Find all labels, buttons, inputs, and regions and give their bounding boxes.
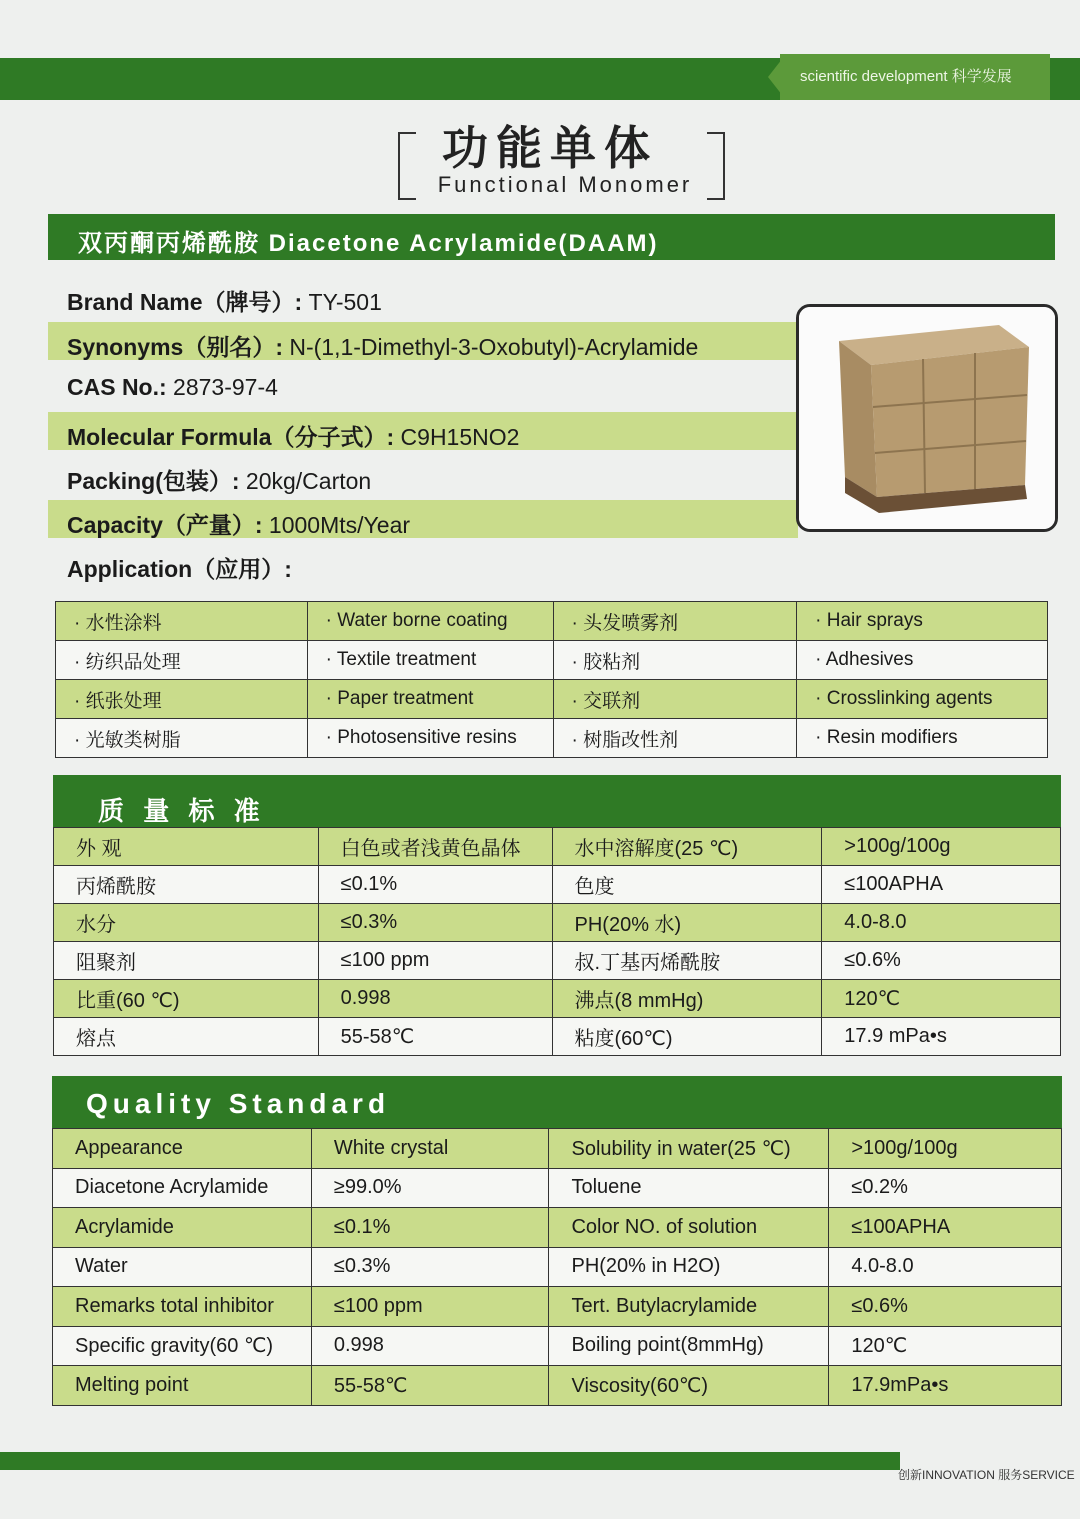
table-row	[53, 1168, 1062, 1208]
table-cell: 0.998	[311, 1326, 549, 1366]
table-cell: 120℃	[829, 1326, 1062, 1366]
quality-en-title: Quality Standard	[86, 1088, 391, 1119]
table-cell: · Paper treatment	[307, 680, 553, 719]
applications-table	[55, 601, 1048, 758]
table-cell: PH(20% in H2O)	[549, 1247, 829, 1287]
table-row	[56, 641, 1048, 680]
table-row	[53, 1208, 1062, 1248]
product-title: 双丙酮丙烯酰胺 Diacetone Acrylamide(DAAM)	[78, 230, 659, 257]
table-row	[53, 1247, 1062, 1287]
table-cell: 55-58℃	[318, 1018, 552, 1056]
table-cell: ≤0.1%	[311, 1208, 549, 1248]
table-cell: 外 观	[54, 828, 319, 866]
table-cell: Diacetone Acrylamide	[53, 1168, 312, 1208]
page-title-cn: 功能单体	[442, 122, 658, 174]
table-cell: ≤100APHA	[829, 1208, 1062, 1248]
table-row	[53, 1326, 1062, 1366]
table-cell: 阻聚剂	[54, 942, 319, 980]
table-cell: >100g/100g	[822, 828, 1061, 866]
table-cell: Melting point	[53, 1366, 312, 1406]
table-cell: · 光敏类树脂	[56, 719, 308, 758]
table-cell: · Resin modifiers	[797, 719, 1048, 758]
table-cell: 粘度(60℃)	[552, 1018, 822, 1056]
table-cell: ≤0.1%	[318, 866, 552, 904]
table-cell: 白色或者浅黄色晶体	[318, 828, 552, 866]
table-cell: 沸点(8 mmHg)	[552, 980, 822, 1018]
table-cell: Color NO. of solution	[549, 1208, 829, 1248]
table-cell: ≤0.3%	[311, 1247, 549, 1287]
info-capacity: Capacity（产量）: 1000Mts/Year	[67, 512, 411, 538]
quality-cn-title: 质 量 标 准	[98, 796, 266, 826]
table-row	[53, 1129, 1062, 1169]
table-cell: · 纺织品处理	[56, 641, 308, 680]
table-row	[54, 942, 1061, 980]
table-cell: 熔点	[54, 1018, 319, 1056]
table-cell: · 水性涂料	[56, 602, 308, 641]
quality-cn-table	[53, 827, 1061, 1056]
table-row	[56, 680, 1048, 719]
table-cell: · 树脂改性剂	[553, 719, 797, 758]
table-cell: 比重(60 ℃)	[54, 980, 319, 1018]
info-formula: Molecular Formula（分子式）: C9H15NO2	[67, 424, 520, 450]
table-row	[54, 980, 1061, 1018]
table-cell: ≤100APHA	[822, 866, 1061, 904]
table-cell: · Water borne coating	[307, 602, 553, 641]
table-row	[56, 602, 1048, 641]
table-cell: Specific gravity(60 ℃)	[53, 1326, 312, 1366]
table-cell: · Photosensitive resins	[307, 719, 553, 758]
table-cell: Water	[53, 1247, 312, 1287]
table-cell: Acrylamide	[53, 1208, 312, 1248]
table-row	[54, 828, 1061, 866]
table-cell: · 纸张处理	[56, 680, 308, 719]
table-cell: Viscosity(60℃)	[549, 1366, 829, 1406]
table-cell: PH(20% 水)	[552, 904, 822, 942]
table-cell: · Textile treatment	[307, 641, 553, 680]
header-tag-text: scientific development 科学发展	[800, 68, 1012, 85]
footer-band	[0, 1452, 900, 1470]
table-row	[53, 1287, 1062, 1327]
table-cell: Toluene	[549, 1168, 829, 1208]
table-row	[56, 719, 1048, 758]
table-cell: 55-58℃	[311, 1366, 549, 1406]
table-cell: ≥99.0%	[311, 1168, 549, 1208]
table-cell: 17.9 mPa•s	[822, 1018, 1061, 1056]
table-cell: 17.9mPa•s	[829, 1366, 1062, 1406]
info-application: Application（应用）:	[67, 556, 292, 582]
carton-pallet-icon	[799, 307, 1055, 529]
table-cell: Solubility in water(25 ℃)	[549, 1129, 829, 1169]
quality-en-table	[52, 1128, 1062, 1406]
table-cell: 丙烯酰胺	[54, 866, 319, 904]
table-cell: 4.0-8.0	[829, 1247, 1062, 1287]
table-cell: · Adhesives	[797, 641, 1048, 680]
info-cas: CAS No.: 2873-97-4	[67, 374, 278, 400]
table-cell: · 胶粘剂	[553, 641, 797, 680]
table-cell: Boiling point(8mmHg)	[549, 1326, 829, 1366]
footer-text: 创新INNOVATION 服务SERVICE	[898, 1468, 1075, 1482]
table-row	[54, 1018, 1061, 1056]
table-cell: 120℃	[822, 980, 1061, 1018]
page-title-en: Functional Monomer	[437, 172, 693, 197]
table-cell: Remarks total inhibitor	[53, 1287, 312, 1327]
table-cell: Tert. Butylacrylamide	[549, 1287, 829, 1327]
table-cell: ≤100 ppm	[311, 1287, 549, 1327]
product-photo	[796, 304, 1058, 532]
table-cell: ≤0.3%	[318, 904, 552, 942]
table-row	[53, 1366, 1062, 1406]
table-cell: 色度	[552, 866, 822, 904]
info-synonyms: Synonyms（别名）: N-(1,1-Dimethyl-3-Oxobutyl)-Acrylamide	[67, 334, 699, 360]
table-cell: >100g/100g	[829, 1129, 1062, 1169]
table-cell: ≤100 ppm	[318, 942, 552, 980]
table-cell: 0.998	[318, 980, 552, 1018]
table-cell: Appearance	[53, 1129, 312, 1169]
table-cell: ≤0.6%	[829, 1287, 1062, 1327]
table-cell: · 头发喷雾剂	[553, 602, 797, 641]
table-row	[54, 904, 1061, 942]
table-cell: 4.0-8.0	[822, 904, 1061, 942]
table-cell: · 交联剂	[553, 680, 797, 719]
table-cell: · Hair sprays	[797, 602, 1048, 641]
table-cell: 水中溶解度(25 ℃)	[552, 828, 822, 866]
table-cell: ≤0.2%	[829, 1168, 1062, 1208]
table-cell: 水分	[54, 904, 319, 942]
info-brand: Brand Name（牌号）: TY-501	[67, 289, 382, 315]
table-cell: · Crosslinking agents	[797, 680, 1048, 719]
table-cell: 叔.丁基丙烯酰胺	[552, 942, 822, 980]
table-cell: White crystal	[311, 1129, 549, 1169]
info-packing: Packing(包装）: 20kg/Carton	[67, 468, 372, 494]
table-row	[54, 866, 1061, 904]
table-cell: ≤0.6%	[822, 942, 1061, 980]
